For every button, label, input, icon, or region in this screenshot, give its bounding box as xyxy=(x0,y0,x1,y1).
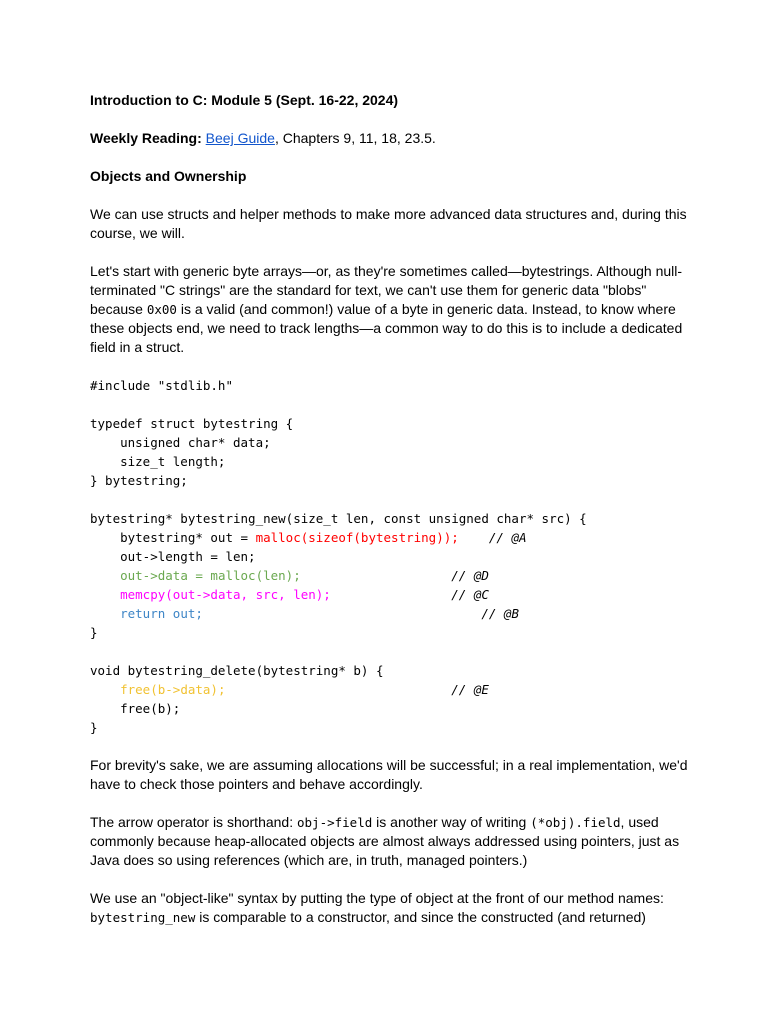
weekly-reading xyxy=(90,129,690,148)
document-page xyxy=(90,91,690,927)
code-malloc-struct: malloc(sizeof(bytestring)); xyxy=(255,530,459,545)
code-pad xyxy=(203,606,481,621)
code-pad xyxy=(301,568,452,583)
code-pad xyxy=(331,587,451,602)
code-indent xyxy=(90,587,120,602)
code-comment-e: // @E xyxy=(451,682,489,697)
code-pad xyxy=(459,530,489,545)
inline-code-bytestring-new: bytestring_new xyxy=(90,910,196,925)
code-indent xyxy=(90,568,120,583)
paragraph-arrow-text-3: , used commonly because heap-allocated objects are almost always addressed using pointers, just as Java does so using references (which are, in truth, managed pointers.) xyxy=(90,814,680,868)
code-typedef-open: typedef struct bytestring { xyxy=(90,416,294,431)
code-indent xyxy=(90,682,120,697)
paragraph-object-text-1: We use an "object-like" syntax by putting the type of object at the front of our method names: xyxy=(90,890,664,906)
weekly-reading-label: Weekly Reading: xyxy=(90,130,202,146)
code-new-line-1-prefix: bytestring* out = xyxy=(90,530,256,545)
paragraph-arrow-text-2: is another way of writing xyxy=(372,814,531,830)
code-close-brace: } xyxy=(90,625,98,640)
paragraph-object-syntax xyxy=(90,889,690,927)
code-field-data: unsigned char* data; xyxy=(90,435,271,450)
inline-code-deref: (*obj).field xyxy=(530,815,621,830)
paragraph-arrow-operator xyxy=(90,813,690,870)
paragraph-bytestrings xyxy=(90,262,690,357)
page-title: Introduction to C: Module 5 (Sept. 16-22, 2024) xyxy=(90,92,399,108)
code-new-signature: bytestring* bytestring_new(size_t len, const unsigned char* src) { xyxy=(90,511,587,526)
code-malloc-data: out->data = malloc(len); xyxy=(120,568,301,583)
code-pad xyxy=(225,682,451,697)
code-memcpy: memcpy(out->data, src, len); xyxy=(120,587,331,602)
code-indent xyxy=(90,606,120,621)
code-comment-b: // @B xyxy=(481,606,519,621)
code-comment-c: // @C xyxy=(451,587,489,602)
paragraph-object-text-2: is comparable to a constructor, and since the constructed (and returned) xyxy=(195,909,646,925)
paragraph-brevity: For brevity's sake, we are assuming allocations will be successful; in a real implementation, we'd have to check those pointers and behave accordingly. xyxy=(90,757,688,792)
inline-code-arrow: obj->field xyxy=(297,815,373,830)
code-comment-a: // @A xyxy=(488,530,527,545)
code-comment-d: // @D xyxy=(451,568,489,583)
paragraph-bytestrings-text-1: Let's start with generic byte arrays—or, as they're sometimes called—bytestrings. Although null-terminated "C strings" are the standard for text, we can't use them for generic data "blobs" because xyxy=(90,263,683,317)
code-return: return out; xyxy=(120,606,203,621)
paragraph-intro: We can use structs and helper methods to make more advanced data structures and, during this course, we will. xyxy=(90,206,687,241)
code-include: #include "stdlib.h" xyxy=(90,378,233,393)
weekly-reading-chapters: , Chapters 9, 11, 18, 23.5. xyxy=(274,130,436,146)
code-block xyxy=(90,376,690,737)
code-typedef-close: } bytestring; xyxy=(90,473,188,488)
code-new-line-2: out->length = len; xyxy=(90,549,256,564)
section-heading: Objects and Ownership xyxy=(90,168,247,184)
paragraph-bytestrings-text-2: is a valid (and common!) value of a byte in generic data. Instead, to know where these objects end, we need to track lengths—a common way to do this is to include a dedicated field in a struct. xyxy=(90,301,683,355)
beej-guide-link[interactable]: Beej Guide xyxy=(205,130,275,146)
code-free-struct: free(b); xyxy=(90,701,181,716)
code-free-data: free(b->data); xyxy=(120,682,226,697)
code-delete-signature: void bytestring_delete(bytestring* b) { xyxy=(90,663,384,678)
paragraph-arrow-text-1: The arrow operator is shorthand: xyxy=(90,814,297,830)
code-close-brace: } xyxy=(90,720,98,735)
inline-code-null-byte: 0x00 xyxy=(146,302,177,317)
code-field-length: size_t length; xyxy=(90,454,226,469)
